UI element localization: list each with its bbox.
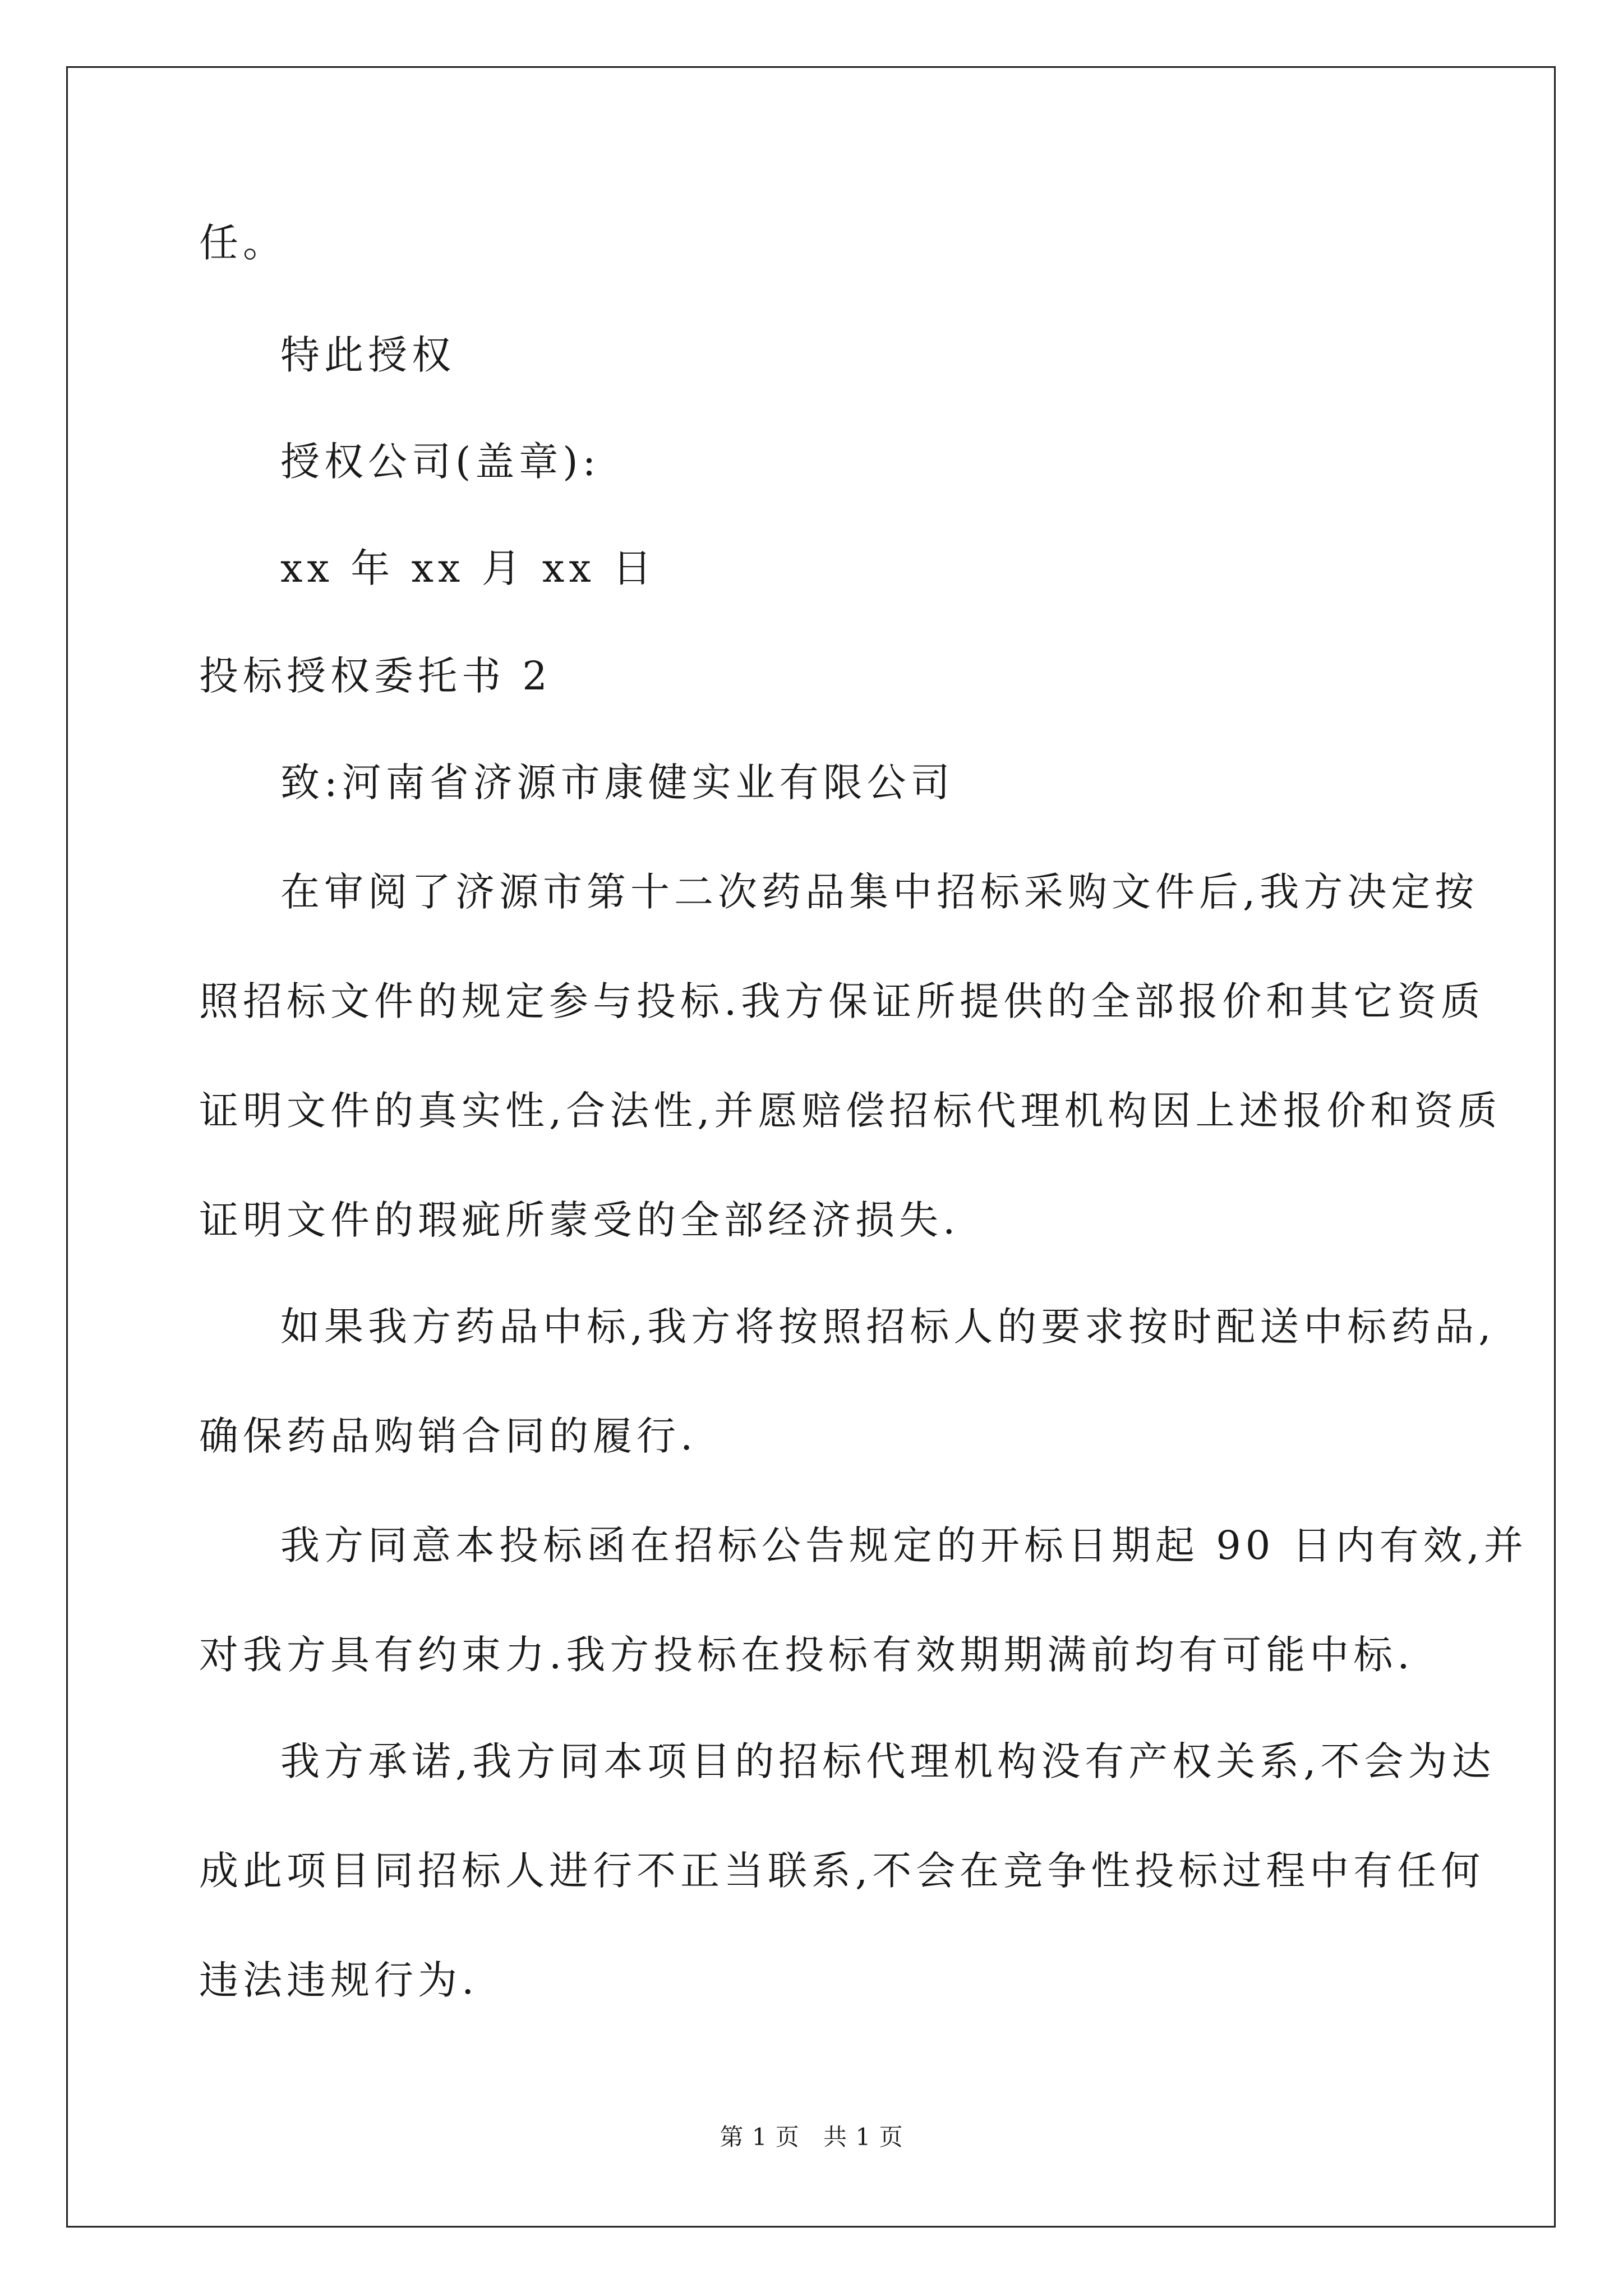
text-line-13: 我方同意本投标函在招标公告规定的开标日期起 90 日内有效,并 bbox=[280, 1522, 1528, 1568]
text-line-2: 特此授权 bbox=[280, 332, 455, 378]
text-line-8: 照招标文件的规定参与投标.我方保证所提供的全部报价和其它资质 bbox=[199, 978, 1485, 1024]
text-line-17: 违法违规行为. bbox=[199, 1957, 479, 2003]
page-total: 共 1 页 bbox=[823, 2123, 903, 2151]
section-title: 投标授权委托书 2 bbox=[199, 653, 552, 699]
text-line-15: 我方承诺,我方同本项目的招标代理机构没有产权关系,不会为达 bbox=[280, 1738, 1496, 1784]
text-line-3: 授权公司(盖章): bbox=[280, 439, 601, 485]
text-line-16: 成此项目同招标人进行不正当联系,不会在竞争性投标过程中有任何 bbox=[199, 1848, 1485, 1894]
text-line-9: 证明文件的真实性,合法性,并愿赔偿招标代理机构因上述报价和资质 bbox=[199, 1088, 1502, 1134]
recipient-line: 致:河南省济源市康健实业有限公司 bbox=[280, 760, 955, 806]
text-line-7: 在审阅了济源市第十二次药品集中招标采购文件后,我方决定按 bbox=[280, 869, 1479, 915]
page-number: 第 1 页 bbox=[720, 2123, 800, 2151]
text-line-1: 任。 bbox=[199, 220, 287, 266]
text-line-10: 证明文件的瑕疵所蒙受的全部经济损失. bbox=[199, 1197, 960, 1243]
text-line-11: 如果我方药品中标,我方将按照招标人的要求按时配送中标药品, bbox=[280, 1304, 1496, 1350]
page-footer bbox=[0, 2120, 1623, 2154]
page-border bbox=[66, 66, 1556, 2228]
text-line-12: 确保药品购销合同的履行. bbox=[199, 1413, 698, 1459]
text-line-4: xx 年 xx 月 xx 日 bbox=[280, 545, 657, 591]
text-line-14: 对我方具有约束力.我方投标在投标有效期期满前均有可能中标. bbox=[199, 1632, 1414, 1678]
